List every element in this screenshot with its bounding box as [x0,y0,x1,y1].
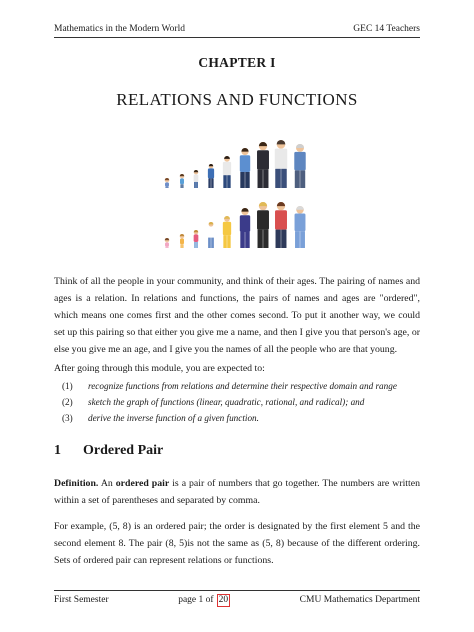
example-text: For example, (5, 8) is an ordered pair; the order is designated by the first element 5 and the second element 8. The pair (8, 5)is not the same as (5, 8) because of the different ordering. Sets of ordered pair can represent relations or functions. [54,521,420,566]
section-number: 1 [54,443,61,458]
male-age-progression [165,140,306,188]
header-course-title: Mathematics in the Modern World [54,24,185,34]
intro-paragraph [54,273,420,358]
definition-paragraph [54,475,420,509]
objective-text: recognize functions from relations and determine their respective domain and range [88,381,397,391]
footer-semester: First Semester [54,595,109,605]
objectives-lead [54,360,420,377]
definition-term: ordered pair [115,478,170,489]
running-footer [54,593,420,607]
chapter-label: CHAPTER I [198,55,276,70]
footer-rule [54,590,420,591]
objective-text: derive the inverse function of a given function. [88,413,259,423]
header-rule [54,37,420,38]
page-prefix: page 1 of [178,595,214,605]
objective-item [54,410,434,426]
header-course-code: GEC 14 Teachers [353,24,420,34]
female-age-progression [165,202,306,248]
chapter-title: RELATIONS AND FUNCTIONS [116,90,358,109]
running-header [54,22,420,36]
objectives-lead-text: After going through this module, you are expected to: [54,363,265,374]
footer-department: CMU Mathematics Department [299,595,420,605]
page-indicator [178,594,230,607]
definition-pre: An [100,478,113,489]
example-paragraph [54,518,420,569]
objective-number: (2) [62,397,73,407]
objectives-list [54,378,434,426]
objective-text: sketch the graph of functions (linear, quadratic, rational, and radical); and [88,397,365,407]
objective-item [54,378,434,394]
objective-item [54,394,434,410]
people-ages-illustration [150,122,325,252]
definition-label: Definition. [54,478,99,489]
section-title: Ordered Pair [83,443,164,458]
intro-text: Think of all the people in your community, and think of their ages. The pairing of names and ages is a relation. In relations and functions, the pairs of names and ages are "ordered", which means one comes first and the other comes second. To put it another way, we could set up this pairing so that either you give me a name, and then I give you that person's age, or else you give me an age, and I give you the names of all the people who are that young. [54,276,420,355]
objective-number: (1) [62,381,73,391]
definition-text: is a pair of numbers that go together. The numbers are written within a set of parentheses and separated by comma. [54,478,420,506]
total-pages-link[interactable]: 20 [218,594,229,605]
objective-number: (3) [62,413,73,423]
section-heading [54,443,163,459]
